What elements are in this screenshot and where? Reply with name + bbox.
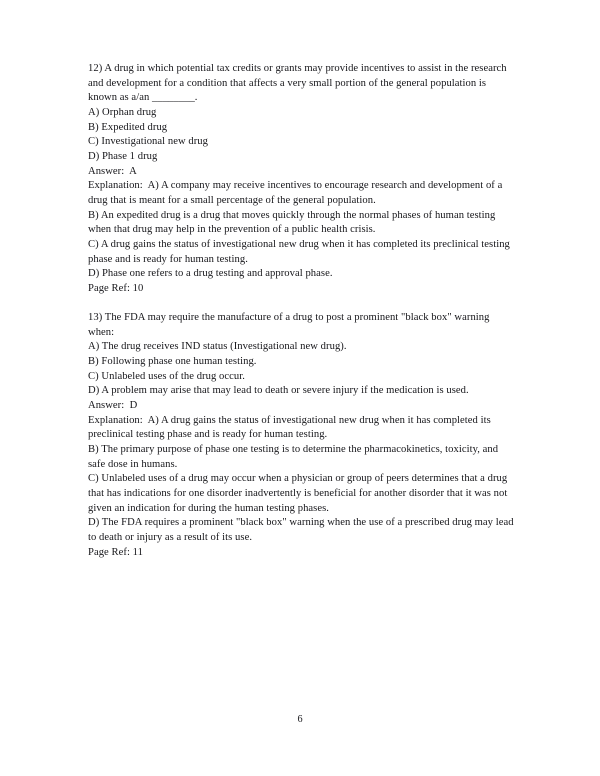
answer-choice-b: B) Expedited drug (88, 121, 168, 133)
answer-choice-b: B) Following phase one human testing. (88, 356, 257, 368)
answer-key: Answer: A (88, 165, 137, 177)
answer-choice-c: C) Unlabeled uses of the drug occur. (88, 370, 245, 382)
answer-choice-c: C) Investigational new drug (88, 136, 208, 148)
answer-key: Answer: D (88, 400, 138, 412)
explanation-a: Explanation: A) A company may receive incentives to encourage research and development of a drug that is meant for a small percentage of the general population. (88, 180, 506, 206)
explanation-d: D) The FDA requires a prominent "black box" warning when the use of a prescribed drug may lead to death or injury as a result of its use. (88, 517, 517, 543)
page-number-footer: 6 (297, 714, 303, 725)
explanation-d: D) Phase one refers to a drug testing and approval phase. (88, 268, 333, 280)
question-block-13 (88, 311, 517, 560)
question-block-12 (88, 62, 514, 297)
explanation-b: B) An expedited drug is a drug that moves quickly through the normal phases of human testing when that drug may help in the prevention of a public health crisis. (88, 209, 499, 236)
question-stem: 13) The FDA may require the manufacture of a drug to post a prominent "black box" warning when: (88, 312, 493, 338)
answer-choice-d: D) A problem may arise that may lead to death or severe injury if the medication is used. (88, 385, 469, 397)
explanation-c: C) Unlabeled uses of a drug may occur when a physician or group of peers determines that a drug that has indications for one disorder inadvertently is beneficial for another disorder that it was not given an indication for during the human testing phases. (88, 473, 511, 514)
answer-choice-d: D) Phase 1 drug (88, 150, 158, 162)
explanation-a: Explanation: A) A drug gains the status of investigational new drug when it has completed its preclinical testing phase and is ready for human testing. (88, 414, 494, 441)
page-reference: Page Ref: 10 (88, 282, 144, 294)
question-stem: 12) A drug in which potential tax credits or grants may provide incentives to assist in the research and development for a condition that affects a very small portion of the general population is known as a/an ________. (88, 63, 510, 104)
document-body (88, 62, 517, 560)
page-reference: Page Ref: 11 (88, 546, 143, 558)
answer-choice-a: A) The drug receives IND status (Investigational new drug). (88, 341, 347, 353)
answer-choice-a: A) Orphan drug (88, 106, 157, 118)
explanation-c: C) A drug gains the status of investigational new drug when it has completed its preclinical testing phase and is ready for human testing. (88, 238, 513, 265)
explanation-b: B) The primary purpose of phase one testing is to determine the pharmacokinetics, toxicity, and safe dose in humans. (88, 444, 501, 470)
